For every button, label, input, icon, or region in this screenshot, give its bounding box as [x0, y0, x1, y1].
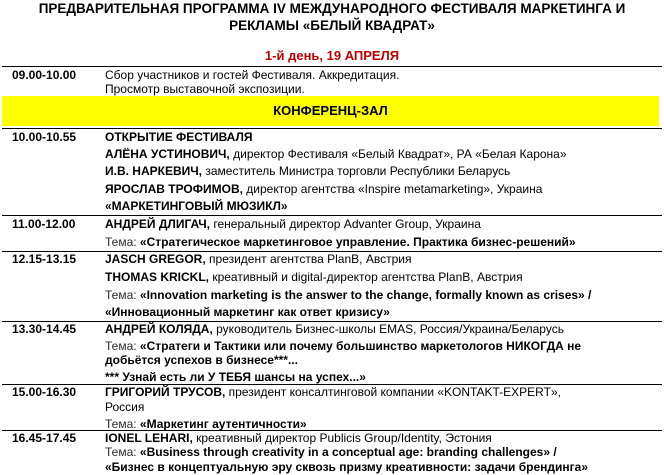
session-time: 09.00-10.00 [12, 68, 77, 82]
speaker-role: руководитель Бизнес-школы EMAS, Россия/Украина/Беларусь [212, 322, 564, 336]
speaker-role: генеральный директор Advanter Group, Украина [210, 217, 481, 231]
topic-text-continued: добьётся успехов в бизнесе***... [105, 353, 298, 367]
program-title-line-2: РЕКЛАМЫ «БЕЛЫЙ КВАДРАТ» [229, 18, 435, 33]
speaker-name: ГРИГОРИЙ ТРУСОВ, [105, 385, 226, 399]
speaker-name: АНДРЕЙ КОЛЯДА, [105, 322, 213, 336]
speaker-name: IONEL LEHARI, [105, 431, 193, 445]
speaker-name: JASCH GREGOR, [105, 252, 206, 266]
speaker-role: креативный и digital-директор агентства PlanB, Австрия [209, 270, 523, 284]
speaker-line [105, 322, 564, 336]
divider [2, 215, 662, 216]
speaker-role: президент агентства PlanB, Австрия [205, 252, 412, 266]
session-time: 15.00-16.30 [12, 385, 77, 399]
speaker-name: THOMAS KRICKL, [105, 270, 209, 284]
session-time: 11.00-12.00 [12, 217, 76, 231]
topic-text: «Стратеги и Тактики или почему большинство маркетологов НИКОГДА не [139, 339, 582, 353]
topic-label: Тема: [105, 445, 140, 459]
speaker-country: Россия [105, 400, 145, 414]
session-time: 16.45-17.45 [12, 431, 77, 445]
speaker-role: креативный директор Publicis Group/Identity, Эстония [192, 431, 492, 445]
speaker-name: АНДРЕЙ ДЛИГАЧ, [105, 217, 211, 231]
speaker-line [105, 252, 411, 266]
speaker-line [105, 147, 567, 161]
conference-hall-banner: КОНФЕРЕНЦ-ЗАЛ [2, 96, 659, 126]
topic-label: Тема: [105, 235, 140, 249]
topic-line [105, 235, 576, 249]
program-title-line-1: ПРЕДВАРИТЕЛЬНАЯ ПРОГРАММА IV МЕЖДУНАРОДНОГО ФЕСТИВАЛЯ МАРКЕТИНГА И [38, 1, 626, 16]
speaker-line [105, 217, 481, 231]
speaker-role: директор агентства «Inspire metamarketing», Украина [242, 182, 543, 196]
speaker-role: директор Фестиваля «Белый Квадрат», РА «Белая Карона» [229, 147, 567, 161]
topic-text-continued: «Инновационный маркетинг как ответ кризису» [105, 305, 390, 319]
session-text: Просмотр выставочной экспозиции. [105, 82, 305, 96]
speaker-line [105, 164, 510, 178]
speaker-name: АЛЁНА УСТИНОВИЧ, [105, 147, 230, 161]
topic-text: «Стратегическое маркетинговое управление. Практика бизнес-решений» [139, 235, 576, 249]
speaker-line [105, 385, 561, 399]
speaker-name: И.В. НАРКЕВИЧ, [105, 164, 203, 178]
topic-line [105, 417, 307, 431]
divider [2, 128, 662, 129]
topic-line [105, 288, 591, 302]
speaker-line [105, 270, 523, 284]
session-title: ОТКРЫТИЕ ФЕСТИВАЛЯ [105, 130, 253, 144]
divider [2, 66, 662, 67]
session-text: Сбор участников и гостей Фестиваля. Аккредитация. [105, 68, 400, 82]
speaker-role: президент консалтинговой компании «KONTAKT-EXPERT», [225, 385, 561, 399]
topic-text: «Innovation marketing is the answer to the change, formally known as crises» / [139, 288, 592, 302]
topic-text: «Business through creativity in a conceptual age: branding challenges» / [139, 445, 557, 459]
program-title [0, 0, 664, 34]
topic-note: *** Узнай есть ли У ТЕБЯ шансы на успех...» [105, 370, 366, 384]
session-time: 10.00-10.55 [12, 130, 77, 144]
topic-line [105, 339, 581, 353]
session-time: 13.30-14.45 [12, 322, 77, 336]
topic-text: «Маркетинг аутентичности» [139, 417, 307, 431]
speaker-name: ЯРОСЛАВ ТРОФИМОВ, [105, 182, 243, 196]
topic-label: Тема: [105, 417, 140, 431]
speaker-line [105, 182, 542, 196]
topic-text-continued: «Бизнес в концептуальную эру сквозь призму креативности: задачи брендинга» [105, 460, 589, 474]
speaker-role: заместитель Министра торговли Республики Беларусь [202, 164, 511, 178]
topic-label: Тема: [105, 339, 140, 353]
topic-label: Тема: [105, 288, 140, 302]
day-heading: 1-й день, 19 АПРЕЛЯ [264, 48, 400, 63]
session-subtitle: «МАРКЕТИНГОВЫЙ МЮЗИКЛ» [105, 199, 288, 213]
speaker-line [105, 431, 492, 445]
topic-line [105, 445, 557, 459]
session-time: 12.15-13.15 [12, 252, 77, 266]
